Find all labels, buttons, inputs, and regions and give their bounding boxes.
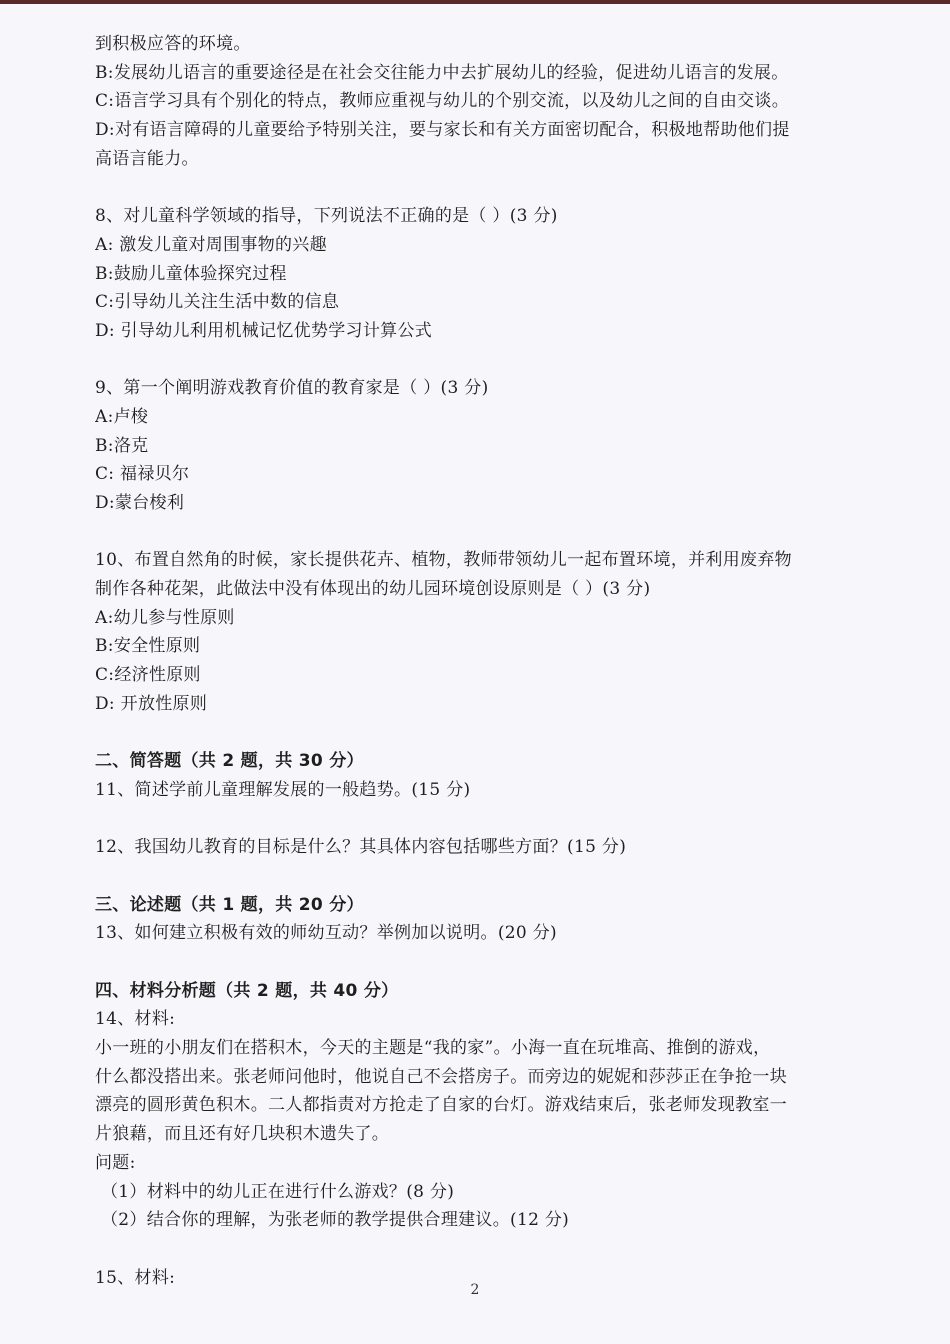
q10-stem-line-1: 10、布置自然角的时候，家长提供花卉、植物，教师带领幼儿一起布置环境，并利用废弃物 xyxy=(95,550,792,571)
q7-option-b: B:发展幼儿语言的重要途径是在社会交往能力中去扩展幼儿的经验，促进幼儿语言的发展。 xyxy=(95,62,789,83)
q7-option-c: C:语言学习具有个别化的特点，教师应重视与幼儿的个别交流，以及幼儿之间的自由交谈。 xyxy=(95,91,790,112)
spacer xyxy=(95,173,865,202)
spacer xyxy=(95,719,865,748)
q8-option-a: A: 激发儿童对周围事物的兴趣 xyxy=(95,234,327,255)
q7-option-d: D:对有语言障碍的儿童要给予特别关注，要与家长和有关方面密切配合，积极地帮助他们提 xyxy=(95,120,790,141)
q14-material-line-2: 什么都没搭出来。张老师问他时，他说自己不会搭房子。而旁边的妮妮和莎莎正在争抢一块 xyxy=(95,1066,787,1087)
q10-option-c: C:经济性原则 xyxy=(95,665,201,686)
q10-option-b: B:安全性原则 xyxy=(95,636,201,657)
q15-label: 15、材料: xyxy=(95,1267,176,1288)
q14-label: 14、材料: xyxy=(95,1009,176,1030)
q14-questions-label: 问题: xyxy=(95,1152,136,1173)
q7-option-d-continuation: 高语言能力。 xyxy=(95,148,199,169)
q8-option-b: B:鼓励儿童体验探究过程 xyxy=(95,263,287,284)
section-4-heading: 四、材料分析题（共 2 题，共 40 分） xyxy=(95,980,399,1001)
q14-material-line-3: 漂亮的圆形黄色积木。二人都指责对方抢走了自家的台灯。游戏结束后，张老师发现教室一 xyxy=(95,1095,787,1116)
spacer xyxy=(95,948,865,977)
spacer xyxy=(95,862,865,891)
spacer xyxy=(95,1235,865,1264)
q10-option-d: D: 开放性原则 xyxy=(95,693,208,714)
spacer xyxy=(95,805,865,834)
q7-option-a-continuation: 到积极应答的环境。 xyxy=(95,34,251,54)
q14-material-line-1: 小一班的小朋友们在搭积木，今天的主题是“我的家”。小海一直在玩堆高、推倒的游戏， xyxy=(95,1038,771,1059)
spacer xyxy=(95,346,865,375)
q12: 12、我国幼儿教育的目标是什么？其具体内容包括哪些方面？(15 分) xyxy=(95,837,627,858)
section-2-heading: 二、简答题（共 2 题，共 30 分） xyxy=(95,751,364,772)
q14-question-2: （2）结合你的理解，为张老师的教学提供合理建议。(12 分) xyxy=(101,1210,570,1231)
q13: 13、如何建立积极有效的师幼互动？举例加以说明。(20 分) xyxy=(95,923,557,944)
q14-material-line-4: 片狼藉，而且还有好几块积木遗失了。 xyxy=(95,1124,390,1145)
q11: 11、简述学前儿童理解发展的一般趋势。(15 分) xyxy=(95,779,471,800)
q14-question-1: （1）材料中的幼儿正在进行什么游戏？(8 分) xyxy=(101,1181,455,1202)
top-border xyxy=(0,0,950,4)
spacer xyxy=(95,518,865,547)
q8-option-d: D: 引导幼儿利用机械记忆优势学习计算公式 xyxy=(95,320,433,341)
page-number: 2 xyxy=(470,1282,480,1298)
q9-stem: 9、第一个阐明游戏教育价值的教育家是（ ）(3 分) xyxy=(95,378,489,399)
q8-stem: 8、对儿童科学领域的指导，下列说法不正确的是（ ）(3 分) xyxy=(95,206,558,227)
q9-option-b: B:洛克 xyxy=(95,435,149,456)
q10-option-a: A:幼儿参与性原则 xyxy=(95,607,235,628)
q9-option-c: C: 福禄贝尔 xyxy=(95,464,190,485)
q8-option-c: C:引导幼儿关注生活中数的信息 xyxy=(95,292,340,313)
q9-option-d: D:蒙台梭利 xyxy=(95,493,185,513)
q10-stem-line-2: 制作各种花架，此做法中没有体现出的幼儿园环境创设原则是（ ）(3 分) xyxy=(95,579,651,600)
document-page xyxy=(95,30,865,1292)
section-3-heading: 三、论述题（共 1 题，共 20 分） xyxy=(95,894,364,915)
q9-option-a: A:卢梭 xyxy=(95,406,149,427)
